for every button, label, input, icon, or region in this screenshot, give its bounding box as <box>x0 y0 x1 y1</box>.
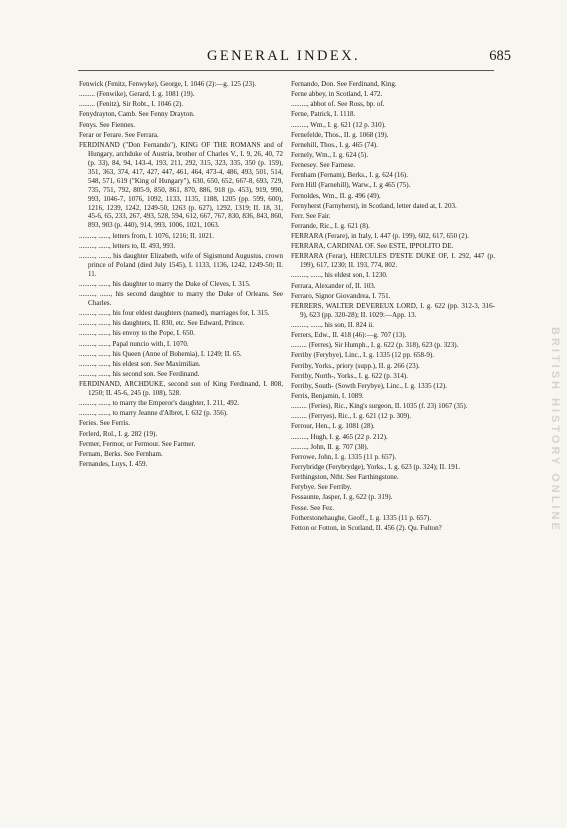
index-entry: ........., ......, his daughter to marry the Duke of Cleves, I. 315. <box>79 279 251 288</box>
index-entry: Fernham (Fernam), Berks., I. g. 624 (16). <box>291 171 409 180</box>
index-entry: Fernely, Wm., I. g. 624 (5). <box>291 150 369 159</box>
index-entry: ......... (Fenitz), Sir Robt., I. 1046 (2). <box>79 100 184 109</box>
index-entry: ......... (Ferres), Sir Humph., I. g. 622 (p. 318), 623 (p. 323). <box>291 341 459 350</box>
index-entry: FERRARA (Ferare), in Italy, I. 447 (p. 199), 602, 617, 650 (2). <box>291 232 469 241</box>
index-entry: ........., Hugh, I. g. 465 (22 p. 212). <box>291 432 388 441</box>
index-entry: Fernefelde, Thos., II. g. 1068 (19). <box>291 130 389 139</box>
index-entry: Fernesey. See Farnese. <box>291 161 356 170</box>
index-entry: ........., ......, his second daughter to marry the Duke of Orleans. See Charles. <box>79 290 283 307</box>
index-entry: Fernyherst (Farnyherst), in Scotland, letter dated at, I. 203. <box>291 201 457 210</box>
index-entry: Fesse. See Fez. <box>291 503 335 512</box>
index-entry: Feries. See Ferris. <box>79 419 130 428</box>
index-entry: ........., ......, to marry the Emperor's daughter, I. 211, 492. <box>79 399 240 408</box>
watermark: BRITISH HISTORY ONLINE <box>549 327 561 533</box>
index-entry: Fernehill, Thos., I. g. 465 (74). <box>291 140 378 149</box>
index-entry: Fessaunte, Jasper, I. g. 622 (p. 319). <box>291 493 393 502</box>
index-entry: Ferrara, Alexander of, II. 103. <box>291 281 376 290</box>
index-entry: Ferriby, Yorks., priory (supp.), II. g. 266 (23). <box>291 361 420 370</box>
running-title: GENERAL INDEX. <box>206 48 361 64</box>
index-entry: Ferar or Ferare. See Ferrara. <box>79 130 159 139</box>
index-entry: Ferr. See Fair. <box>291 211 331 220</box>
index-entry: FERRARA, CARDINAL OF. See ESTE, IPPOLITO DE. <box>291 242 454 251</box>
index-entry: Ferriby, South- (Sowth Ferybye), Linc., I. g. 1335 (12). <box>291 381 447 390</box>
index-entry: Ferlerd, Rol., I. g. 282 (19). <box>79 429 158 438</box>
index-entry: FERRARA (Ferar), HERCULES D'ESTE DUKE OF, I. 292, 447 (p. 199), 617, 1230; II. 193, 774, 802. <box>291 252 495 270</box>
index-entry: Fenydrayton, Camb. See Fenny Drayton. <box>79 110 195 119</box>
index-entry: Ferraro, Signor Giovandrea, I. 751. <box>291 291 391 300</box>
index-entry: Fotherstonehaughe, Geoff., I. g. 1335 (11 p. 657). <box>291 513 432 522</box>
index-entry: ........., ......, his eldest son, I. 1230. <box>291 271 388 280</box>
index-entry: Fernoldes, Wm., II. g. 496 (49). <box>291 191 381 200</box>
index-entry: ........., ......, his daughter Elizabeth, wife of Sigismund Augustus, crown prince of Poland (died July 1545), I. 1133, 1136, 1242, 1249-50; II. 11. <box>79 251 283 278</box>
index-entry: ......... (Fenwike), Gerard, I. g. 1081 (19). <box>79 90 195 99</box>
index-entry: ........., ......, his eldest son. See Maximilian. <box>79 359 201 368</box>
index-entry: Fenys. See Fiennes. <box>79 120 135 129</box>
index-entry: Fenwick (Fenitz, Fenwyke), George, I. 1046 (2):—g. 125 (23). <box>79 80 257 88</box>
index-entry: ........., ......, his daughters, II. 830, etc. See Edward, Prince. <box>79 319 245 328</box>
index-entry: ........., ......, Papal nuncio with, I. 1070. <box>79 339 189 348</box>
index-entry: FERRERS, WALTER DEVEREUX LORD, I. g. 622 (pp. 312-3, 316-9), 623 (pp. 320-28); II. 1029:—App. 13. <box>291 301 495 319</box>
index-entry: Fetton or Fotton, in Scotland, II. 456 (2). Qu. Fulton? <box>291 523 442 532</box>
index-entry: Ferriby, North-, Yorks., I. g. 622 (p. 314). <box>291 371 408 380</box>
index-entry: Fernandes, Luys, I. 459. <box>79 460 148 469</box>
index-entry: ........., ......, his son, II. 824 ii. <box>291 321 374 329</box>
index-entry: Ferris, Benjamin, I. 1089. <box>291 391 364 400</box>
index-entry: ........., Wm., I. g. 621 (12 p. 310). <box>291 120 386 129</box>
index-entry: ........., abbot of. See Ross, bp. of. <box>291 100 385 109</box>
index-entry: ........., ......, his second son. See Ferdinand. <box>79 369 200 378</box>
page-header <box>0 48 567 68</box>
index-column-right <box>291 80 495 534</box>
index-entry: Ferrowe, John, I. g. 1335 (11 p. 657). <box>291 452 397 461</box>
index-entry: ........., ......, his four eldest daughters (named), marriages for, I. 315. <box>79 309 270 318</box>
index-entry: Ferriby (Ferybye), Linc., I. g. 1335 (12 pp. 658-9). <box>291 351 435 360</box>
index-entry: Fernam, Berks. See Fernham. <box>79 449 163 458</box>
index-entry: Ferne, Patrick, I. 1118. <box>291 110 356 119</box>
index-entry: Fernando, Don. See Ferdinand, King. <box>291 80 397 88</box>
index-entry: Ferrande, Ric., I. g. 621 (8). <box>291 221 370 230</box>
index-entry: ........., John, II. g. 707 (38). <box>291 442 369 451</box>
index-entry: ......... (Ferryes), Ric., I. g. 621 (12 p. 309). <box>291 412 412 421</box>
index-entry: Ferne abbey, in Scotland, I. 472. <box>291 90 383 99</box>
index-column-left <box>79 80 283 470</box>
index-entry: FERDINAND ("Don Fernando"), KING OF THE ROMANS and of Hungary, archduke of Austria, brother of Charles V., I. 9, 26, 40, 72 (p. 33), 84, 94, 143-4, 193, 211, 292, 315, 323, 335, 350 (p. 159), 351, 363, 374, 417, 427, 447, 461, 464, 473-4, 486, 493, 501, 514, 548, 571, 619 ("King of Hungary"), 630, 650, 652, 667-8, 693, 729, 735, 751, 792, 805-9, 850, 861, 870, 886, 918 (p. 453), 919, 990, 993, 1046-7, 1076, 1092, 1133, 1135, 1188, 1205 (pp. 599, 600), 1216, 1239, 1242, 1249-50, 1263 (p. 627), 1292, 1319; II. 18, 31, 45-6, 65, 233, 267, 493, 528, 594, 612, 667, 767, 830, 836, 843, 860, 893, 903 (p. 440), 914, 993, 1006, 1021, 1063. <box>79 140 283 230</box>
index-entry: Fermer, Fermor, or Fermour. See Farmer. <box>79 439 196 448</box>
index-entry: Ferrour, Hen., I. g. 1081 (28). <box>291 422 375 431</box>
page-number: 685 <box>489 48 511 64</box>
header-rule <box>78 70 494 71</box>
index-entry: ........., ......, letters to, II. 493, 993. <box>79 241 176 250</box>
index-entry: ........., ......, his envoy to the Pope, I. 650. <box>79 329 195 338</box>
index-entry: ........., ......, his Queen (Anne of Bohemia), I. 1249; II. 65. <box>79 349 242 358</box>
index-entry: Ferybye. See Ferriby. <box>291 483 352 492</box>
index-entry: Ferrers, Edw., II. 418 (46):—g. 707 (13). <box>291 331 407 340</box>
index-entry: ........., ......, letters from, I. 1076, 1216; II. 1021. <box>79 231 215 240</box>
index-entry: Ferrybridge (Ferybrydge), Yorks., I. g. 623 (p. 324); II. 191. <box>291 462 461 471</box>
index-entry: ........., ......, to marry Jeanne d'Albret, I. 632 (p. 356). <box>79 409 228 418</box>
index-entry: ......... (Feries), Ric., King's surgeon, II. 1035 (f. 23) 1067 (35). <box>291 402 468 411</box>
index-entry: Ferthingston, Ntht. See Farthingstone. <box>291 473 399 482</box>
index-entry: FERDINAND, ARCHDUKE, second son of King Ferdinand, I. 808, 1250; II. 45-6, 245 (p. 108), 528. <box>79 380 283 398</box>
index-entry: Fern Hill (Farnehill), Warw., I. g 465 (75). <box>291 181 411 190</box>
